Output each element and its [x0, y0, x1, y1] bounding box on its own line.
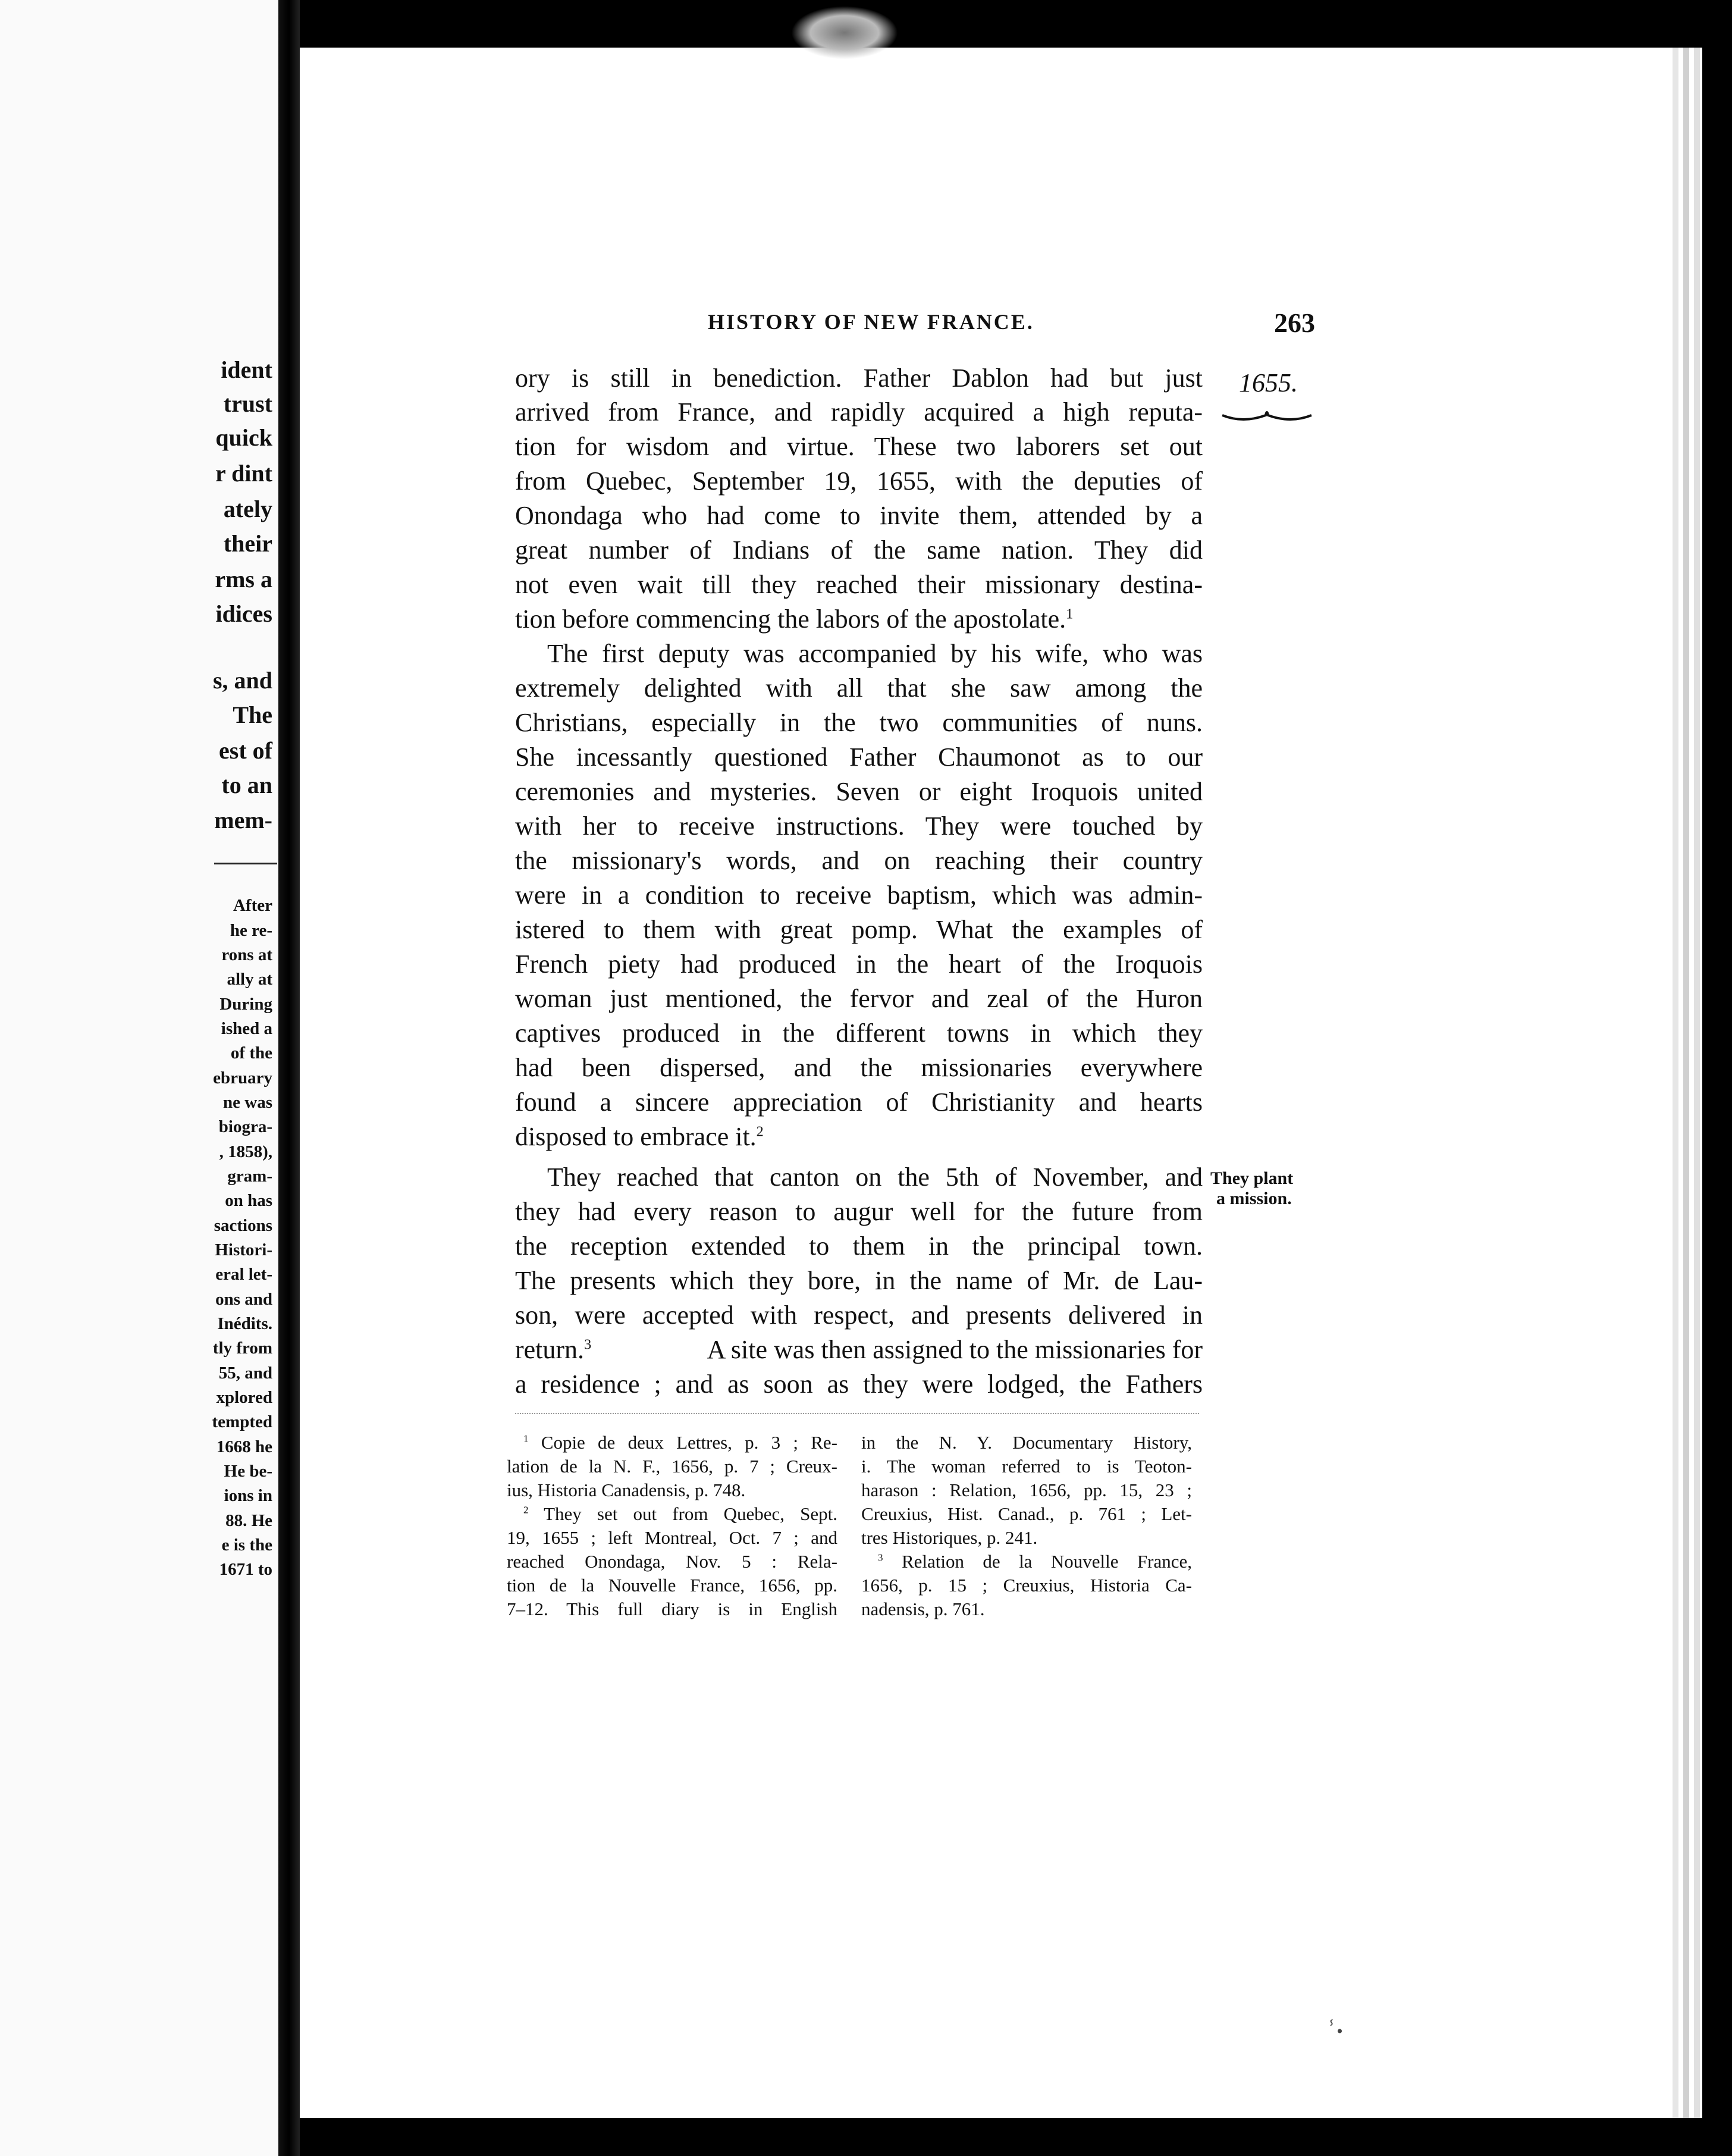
left-footnote-line: 88. He — [225, 1511, 272, 1530]
body-line: Christians, especially in the two communities of nuns. — [515, 708, 1203, 737]
stray-mark: ⸯ• — [1326, 2022, 1343, 2041]
footnote-line: 1656, p. 15 ; Creuxius, Historia Ca- — [861, 1575, 1192, 1596]
left-footnote-line: ne was — [223, 1093, 272, 1112]
body-line: not even wait till they reached their missionary destina- — [515, 570, 1203, 599]
left-footnote-line: Inédits. — [217, 1314, 272, 1333]
left-footnote-line: He be- — [224, 1462, 272, 1481]
running-title: HISTORY OF NEW FRANCE. — [708, 310, 1034, 334]
left-footnote-line: , 1858), — [219, 1142, 272, 1161]
body-line-text: disposed to embrace it. — [515, 1122, 757, 1151]
body-line: The first deputy was accompanied by his wife, who was — [547, 639, 1203, 668]
left-footnote-line: xplored — [216, 1388, 272, 1407]
left-footnote-line: rons at — [221, 945, 272, 964]
footnote-text: Copie de deux Lettres, p. 3 ; Re- — [541, 1432, 837, 1453]
left-footnote-line: e is the — [221, 1535, 272, 1555]
footnote-ref: 3 — [584, 1336, 592, 1353]
left-text-line: ident — [221, 356, 272, 383]
footnote-line: Creuxius, Hist. Canad., p. 761 ; Let- — [861, 1503, 1192, 1524]
left-footnote-line: After — [233, 896, 272, 915]
footnote-line: harason : Relation, 1656, pp. 15, 23 ; — [861, 1480, 1192, 1500]
left-text-line: idices — [215, 600, 272, 627]
body-line: the reception extended to them in the principal town. — [515, 1231, 1203, 1261]
body-line: with her to receive instructions. They were touched by — [515, 811, 1203, 841]
body-line: woman just mentioned, the fervor and zeal of the Huron — [515, 984, 1203, 1013]
footnote-line: tion de la Nouvelle France, 1656, pp. — [507, 1575, 837, 1596]
body-line-last — [515, 1120, 1203, 1154]
left-text-line: s, and — [212, 667, 272, 694]
body-line: extremely delighted with all that she saw among the — [515, 673, 1203, 703]
footnote-line — [523, 1431, 837, 1455]
left-text-line: mem- — [214, 807, 272, 833]
footnote-line: i. The woman referred to is Teoton- — [861, 1456, 1192, 1477]
footnote-line: tres Historiques, p. 241. — [861, 1527, 1038, 1548]
footnote-text: They set out from Quebec, Sept. — [544, 1503, 837, 1524]
footnote-line: nadensis, p. 761. — [861, 1599, 985, 1619]
body-line: from Quebec, September 19, 1655, with the deputies of — [515, 466, 1203, 496]
page-edge — [1673, 48, 1678, 2118]
left-text-line: est of — [219, 737, 272, 764]
footnote-text: Relation de la Nouvelle France, — [901, 1551, 1193, 1572]
footnote-line: ius, Historia Canadensis, p. 748. — [507, 1480, 746, 1500]
footnote-line: in the N. Y. Documentary History, — [861, 1432, 1192, 1453]
page-edge — [1683, 48, 1689, 2118]
footnote-line: 19, 1655 ; left Montreal, Oct. 7 ; and — [507, 1527, 837, 1548]
left-footnote-line: Histori- — [215, 1240, 272, 1259]
left-text-line: their — [223, 530, 272, 557]
body-line: found a sincere appreciation of Christianity and hearts — [515, 1088, 1203, 1117]
page-edge — [1694, 48, 1700, 2118]
left-footnote-line: tempted — [212, 1412, 272, 1431]
left-footnote-line: tly from — [212, 1339, 272, 1358]
margin-note: They plant — [1210, 1168, 1294, 1188]
body-line: had been dispersed, and the missionaries everywhere — [515, 1053, 1203, 1082]
footnote-line: 7–12. This full diary is in English — [507, 1599, 837, 1619]
margin-year: 1655. — [1239, 368, 1298, 397]
body-line: French piety had produced in the heart of the Iroquois — [515, 949, 1203, 979]
left-footnote-line: During — [219, 995, 272, 1014]
footnote-number: 3 — [878, 1552, 883, 1563]
body-line: they had every reason to augur well for the future from — [515, 1197, 1203, 1226]
left-footnote-line: of the — [230, 1043, 272, 1063]
body-line-text: return. — [515, 1335, 585, 1364]
left-text-line: The — [233, 701, 272, 728]
left-text-line: trust — [223, 390, 272, 417]
book-gutter — [278, 0, 300, 2156]
body-line: captives produced in the different towns in which they — [515, 1019, 1203, 1048]
left-footnote-line: ebruary — [213, 1068, 272, 1088]
body-line: tion for wisdom and virtue. These two laborers set out — [515, 432, 1203, 461]
left-footnote-line: 1671 to — [219, 1560, 272, 1579]
footnote-line: lation de la N. F., 1656, p. 7 ; Creux- — [507, 1456, 837, 1477]
page-number: 263 — [1274, 308, 1315, 338]
left-text-line: ately — [223, 496, 272, 522]
left-text-line: r dint — [215, 460, 272, 487]
body-line: ory is still in benediction. Father Dablon had but just — [515, 363, 1203, 393]
left-footnote-line: 55, and — [218, 1364, 272, 1383]
body-line: son, were accepted with respect, and presents delivered in — [515, 1301, 1203, 1330]
left-text-line: quick — [215, 424, 272, 451]
body-line: She incessantly questioned Father Chaumonot as to our — [515, 742, 1203, 772]
footnote-ref: 1 — [1066, 606, 1074, 622]
body-line: ceremonies and mysteries. Seven or eight Iroquois united — [515, 777, 1203, 806]
body-line-part: A site was then assigned to the missionaries for — [707, 1335, 1203, 1364]
left-footnote-line: ons and — [215, 1290, 272, 1309]
body-line: the missionary's words, and on reaching their country — [515, 846, 1203, 875]
body-line: The presents which they bore, in the name of Mr. de Lau- — [515, 1266, 1203, 1295]
body-line-text: tion before commencing the labors of the apostolate. — [515, 604, 1066, 634]
left-footnote-line: ished a — [221, 1019, 272, 1038]
body-line: a residence ; and as soon as they were lodged, the Fathers — [515, 1370, 1203, 1399]
margin-brace-icon — [1219, 403, 1314, 427]
body-line: Onondaga who had come to invite them, attended by a — [515, 501, 1203, 530]
left-text-line: to an — [221, 772, 272, 798]
footnote-line: reached Onondaga, Nov. 5 : Rela- — [507, 1551, 837, 1572]
body-line: arrived from France, and rapidly acquired a high reputa- — [515, 397, 1203, 427]
left-footnote-line: 1668 he — [216, 1437, 272, 1456]
left-page-fragment — [0, 0, 278, 2156]
ink-blot — [791, 6, 898, 59]
body-line: istered to them with great pomp. What the examples of — [515, 915, 1203, 944]
left-footnote-line: sactions — [214, 1216, 272, 1235]
body-line: They reached that canton on the 5th of November, and — [547, 1162, 1203, 1192]
body-line-mixed — [515, 1333, 1203, 1367]
left-footnote-line: eral let- — [215, 1265, 272, 1284]
body-line-last — [515, 603, 1203, 636]
body-line: were in a condition to receive baptism, which was admin- — [515, 880, 1203, 910]
left-footnote-line: on has — [225, 1191, 272, 1210]
left-footnote-line: ally at — [227, 970, 272, 989]
margin-note: a mission. — [1216, 1189, 1292, 1208]
body-line-part — [515, 1333, 591, 1367]
left-footnote-line: he re- — [230, 921, 272, 940]
footnote-rule — [515, 1413, 1199, 1415]
footnote-ref: 2 — [756, 1123, 764, 1140]
left-footnote-line: gram- — [227, 1167, 272, 1186]
footnote-line — [878, 1550, 1192, 1574]
body-line: great number of Indians of the same nation. They did — [515, 535, 1203, 565]
left-text-line: rms a — [215, 566, 272, 593]
footnote-number: 2 — [523, 1504, 529, 1516]
left-footnote-rule — [214, 863, 277, 864]
left-footnote-line: ions in — [224, 1486, 272, 1505]
left-footnote-line: biogra- — [218, 1117, 272, 1136]
footnote-number: 1 — [523, 1433, 529, 1444]
footnote-line — [523, 1502, 837, 1526]
